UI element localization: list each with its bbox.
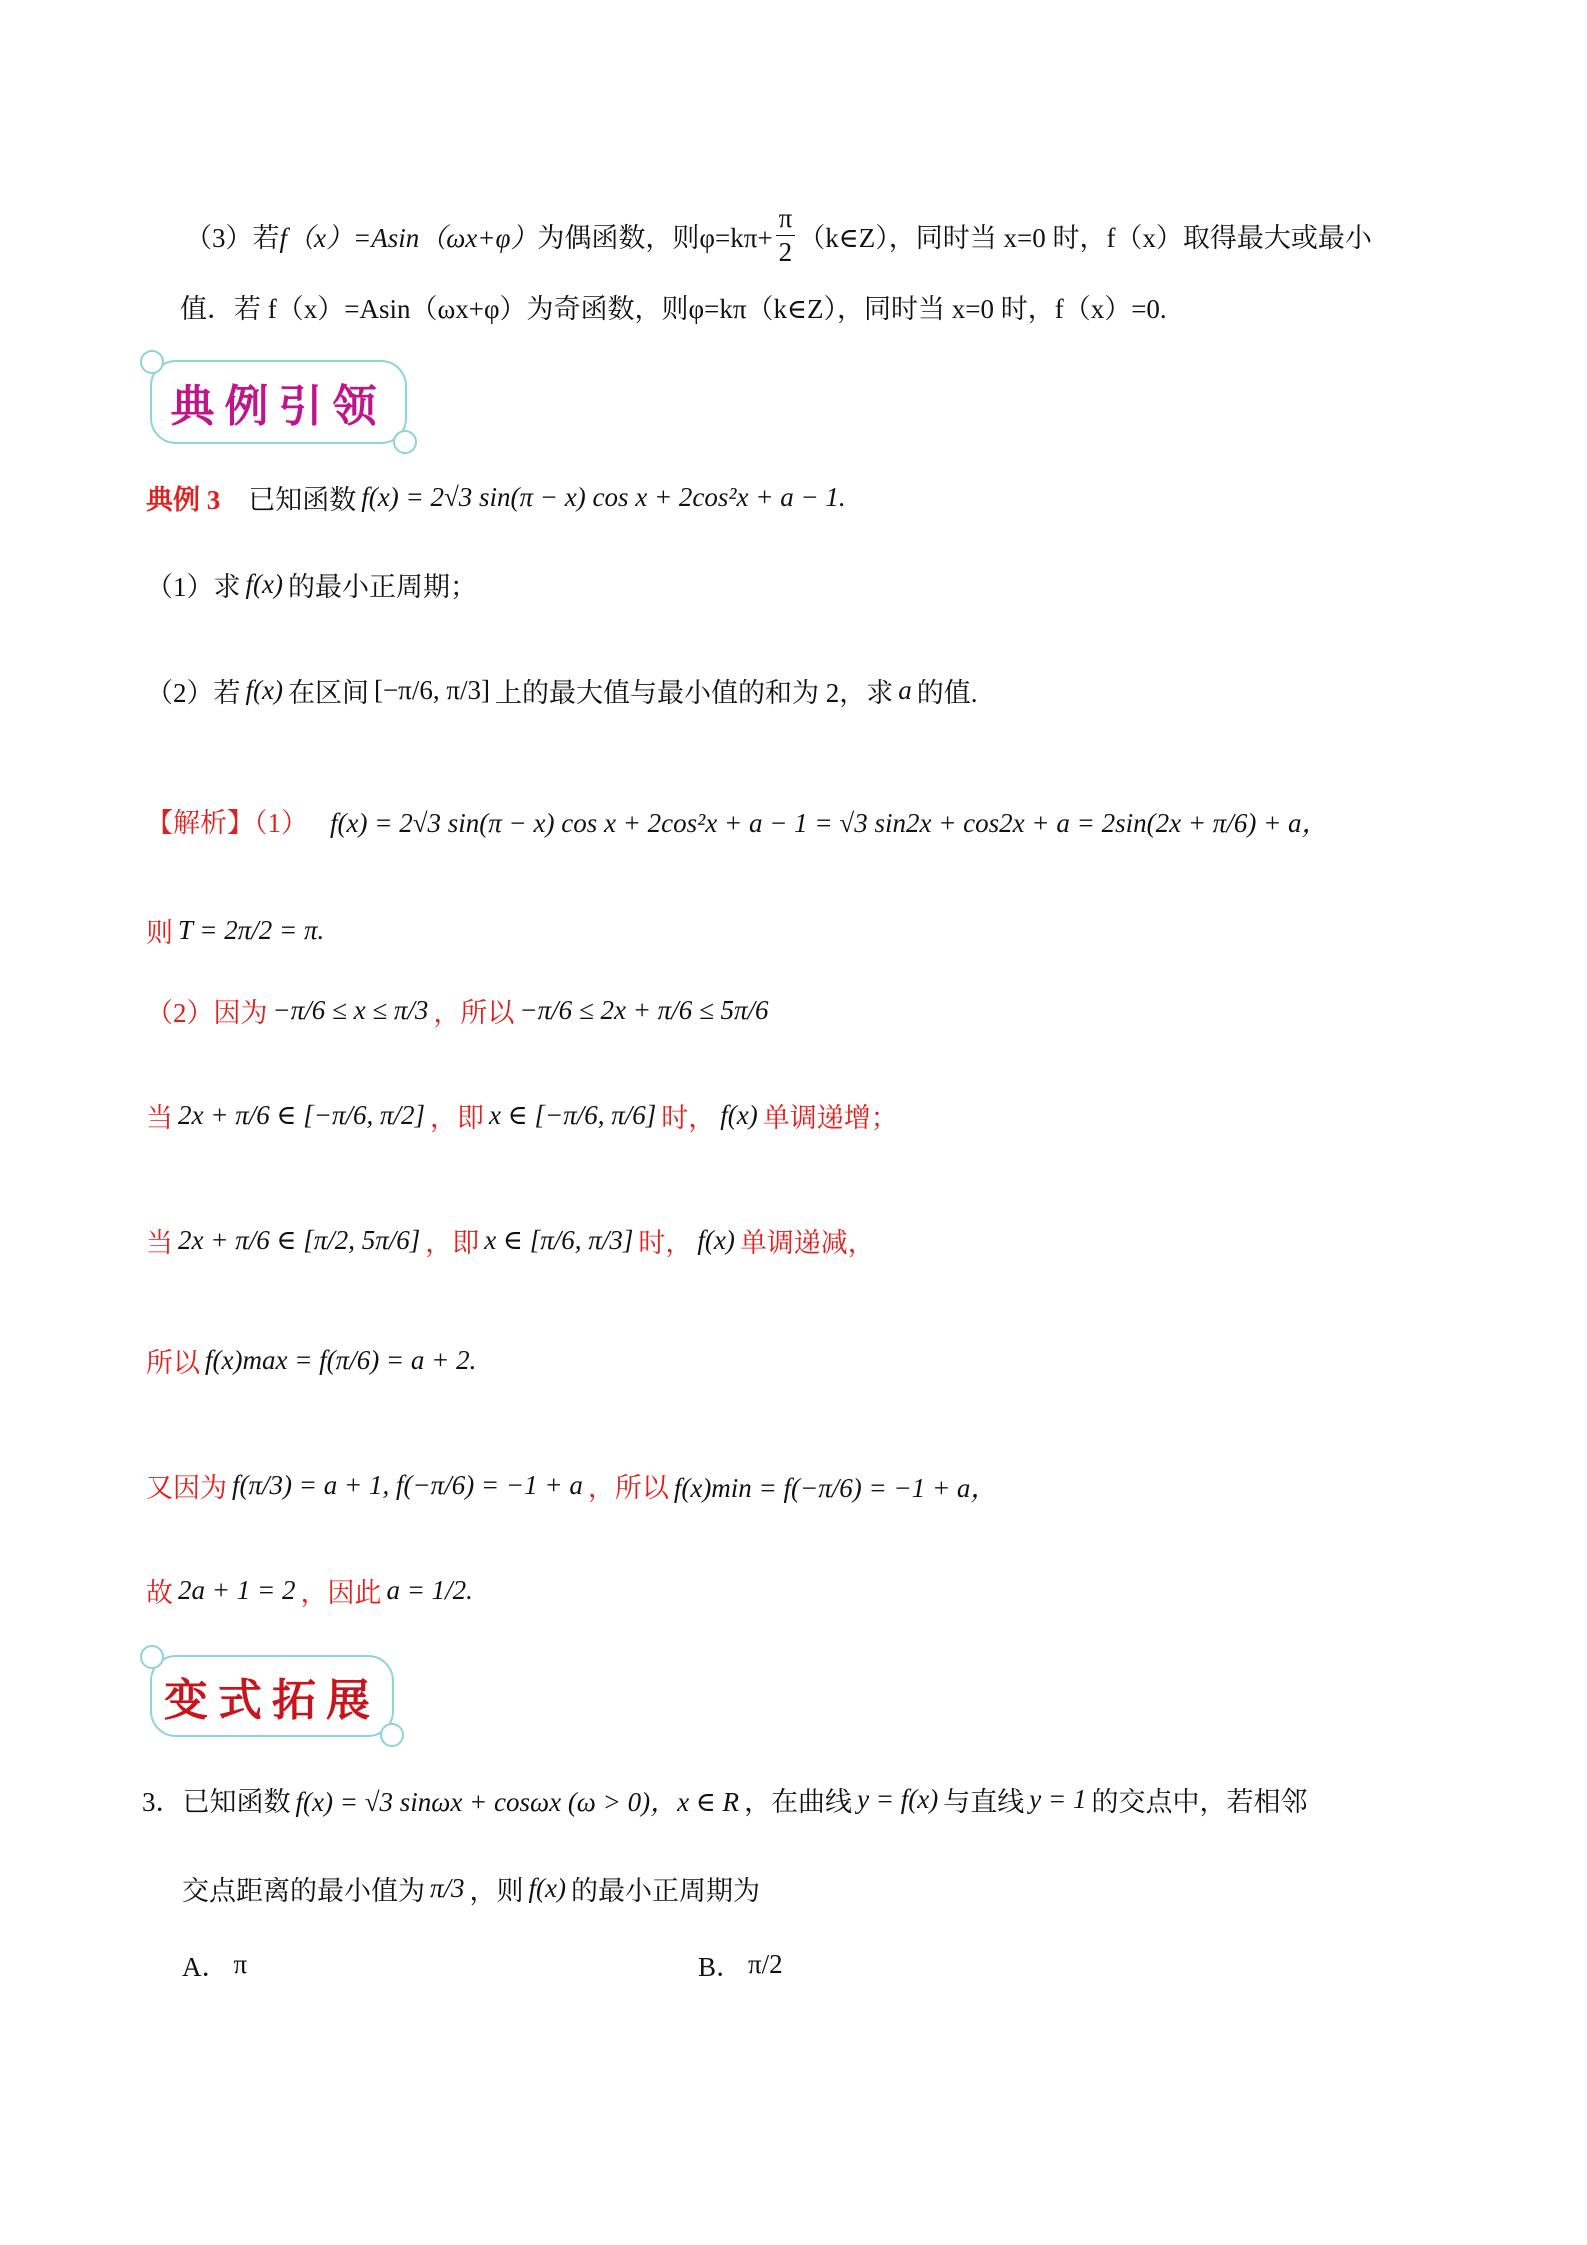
solution-step1: 【解析】（1） f(x) = 2√3 sin(π − x) cos x + 2cos²x + a − 1 = √3 sin2x + cos2x + a = 2sin(2x + π/6) + a， <box>146 780 1329 860</box>
note-text: 为偶函数，则φ=kπ+ <box>537 222 773 253</box>
note-tail: （k∈Z），同时当 x=0 时，f（x）取得最大或最小 <box>798 222 1372 253</box>
note-expr: f（x）=Asin（ωx+φ） <box>279 222 538 253</box>
example3-statement: 典例 3 已知函数 f(x) = 2√3 sin(π − x) cos x + 2cos²x + a − 1. <box>146 478 851 517</box>
example-formula: f(x) = 2√3 sin(π − x) cos x + 2cos²x + a − 1. <box>361 482 846 512</box>
pi-over-2-fraction: $\frac{\pi}{2}$ <box>776 205 796 266</box>
interval: [−π/6, π/3] <box>373 674 490 705</box>
option-b[interactable]: B． π/2 <box>698 1949 783 1982</box>
solution-final: 故 2a + 1 = 2 ，因此 a = 1/2. <box>146 1574 473 1608</box>
option-a[interactable]: A． π <box>182 1949 248 1982</box>
solution-period: 则 T = 2π/2 = π. <box>146 914 325 948</box>
solution-label: 【解析】（1） <box>146 807 308 838</box>
solution-max: 所以 f(x)max = f(π/6) = a + 2. <box>146 1344 477 1378</box>
problem3-line2: 交点距离的最小值为 π/3 ，则 f(x) 的最小正周期为 <box>182 1872 760 1906</box>
solution-step2: （2）因为 −π/6 ≤ x ≤ π/3 ，所以 −π/6 ≤ 2x + π/6 ≤ 5π/6 <box>146 994 769 1028</box>
section-badge-example: 典例引领 <box>150 360 407 444</box>
note-prefix: （3）若 <box>185 222 280 253</box>
solution-increasing: 当 2x + π/6 ∈ [−π/6, π/2] ，即 x ∈ [−π/6, π/6] 时， f(x) 单调递增； <box>146 1099 898 1133</box>
example-label: 典例 3 <box>146 485 221 515</box>
note-item3-line1 <box>185 202 1372 267</box>
solution-decreasing: 当 2x + π/6 ∈ [π/2, 5π/6] ，即 x ∈ [π/6, π/3] 时， f(x) 单调递减， <box>146 1224 875 1258</box>
section-badge-variant: 变式拓展 <box>150 1655 394 1737</box>
note-item3-line2: 值．若 f（x）=Asin（ωx+φ）为奇函数，则φ=kπ（k∈Z），同时当 x=0 时，f（x）=0. <box>180 294 1167 324</box>
problem3-statement: 3． 已知函数 f(x) = √3 sinωx + cosωx (ω > 0)，x ∈ R ，在曲线 y = f(x) 与直线 y = 1 的交点中，若相邻 <box>142 1784 1308 1817</box>
solution-min: 又因为 f(π/3) = a + 1, f(−π/6) = −1 + a ，所以 f(x)min = f(−π/6) = −1 + a， <box>146 1469 998 1503</box>
example3-question1: （1）求 f(x) 的最小正周期； <box>146 569 477 602</box>
example3-question2: （2）若 f(x) 在区间 [−π/6, π/3] 上的最大值与最小值的和为 2，求 a 的值. <box>146 674 978 708</box>
